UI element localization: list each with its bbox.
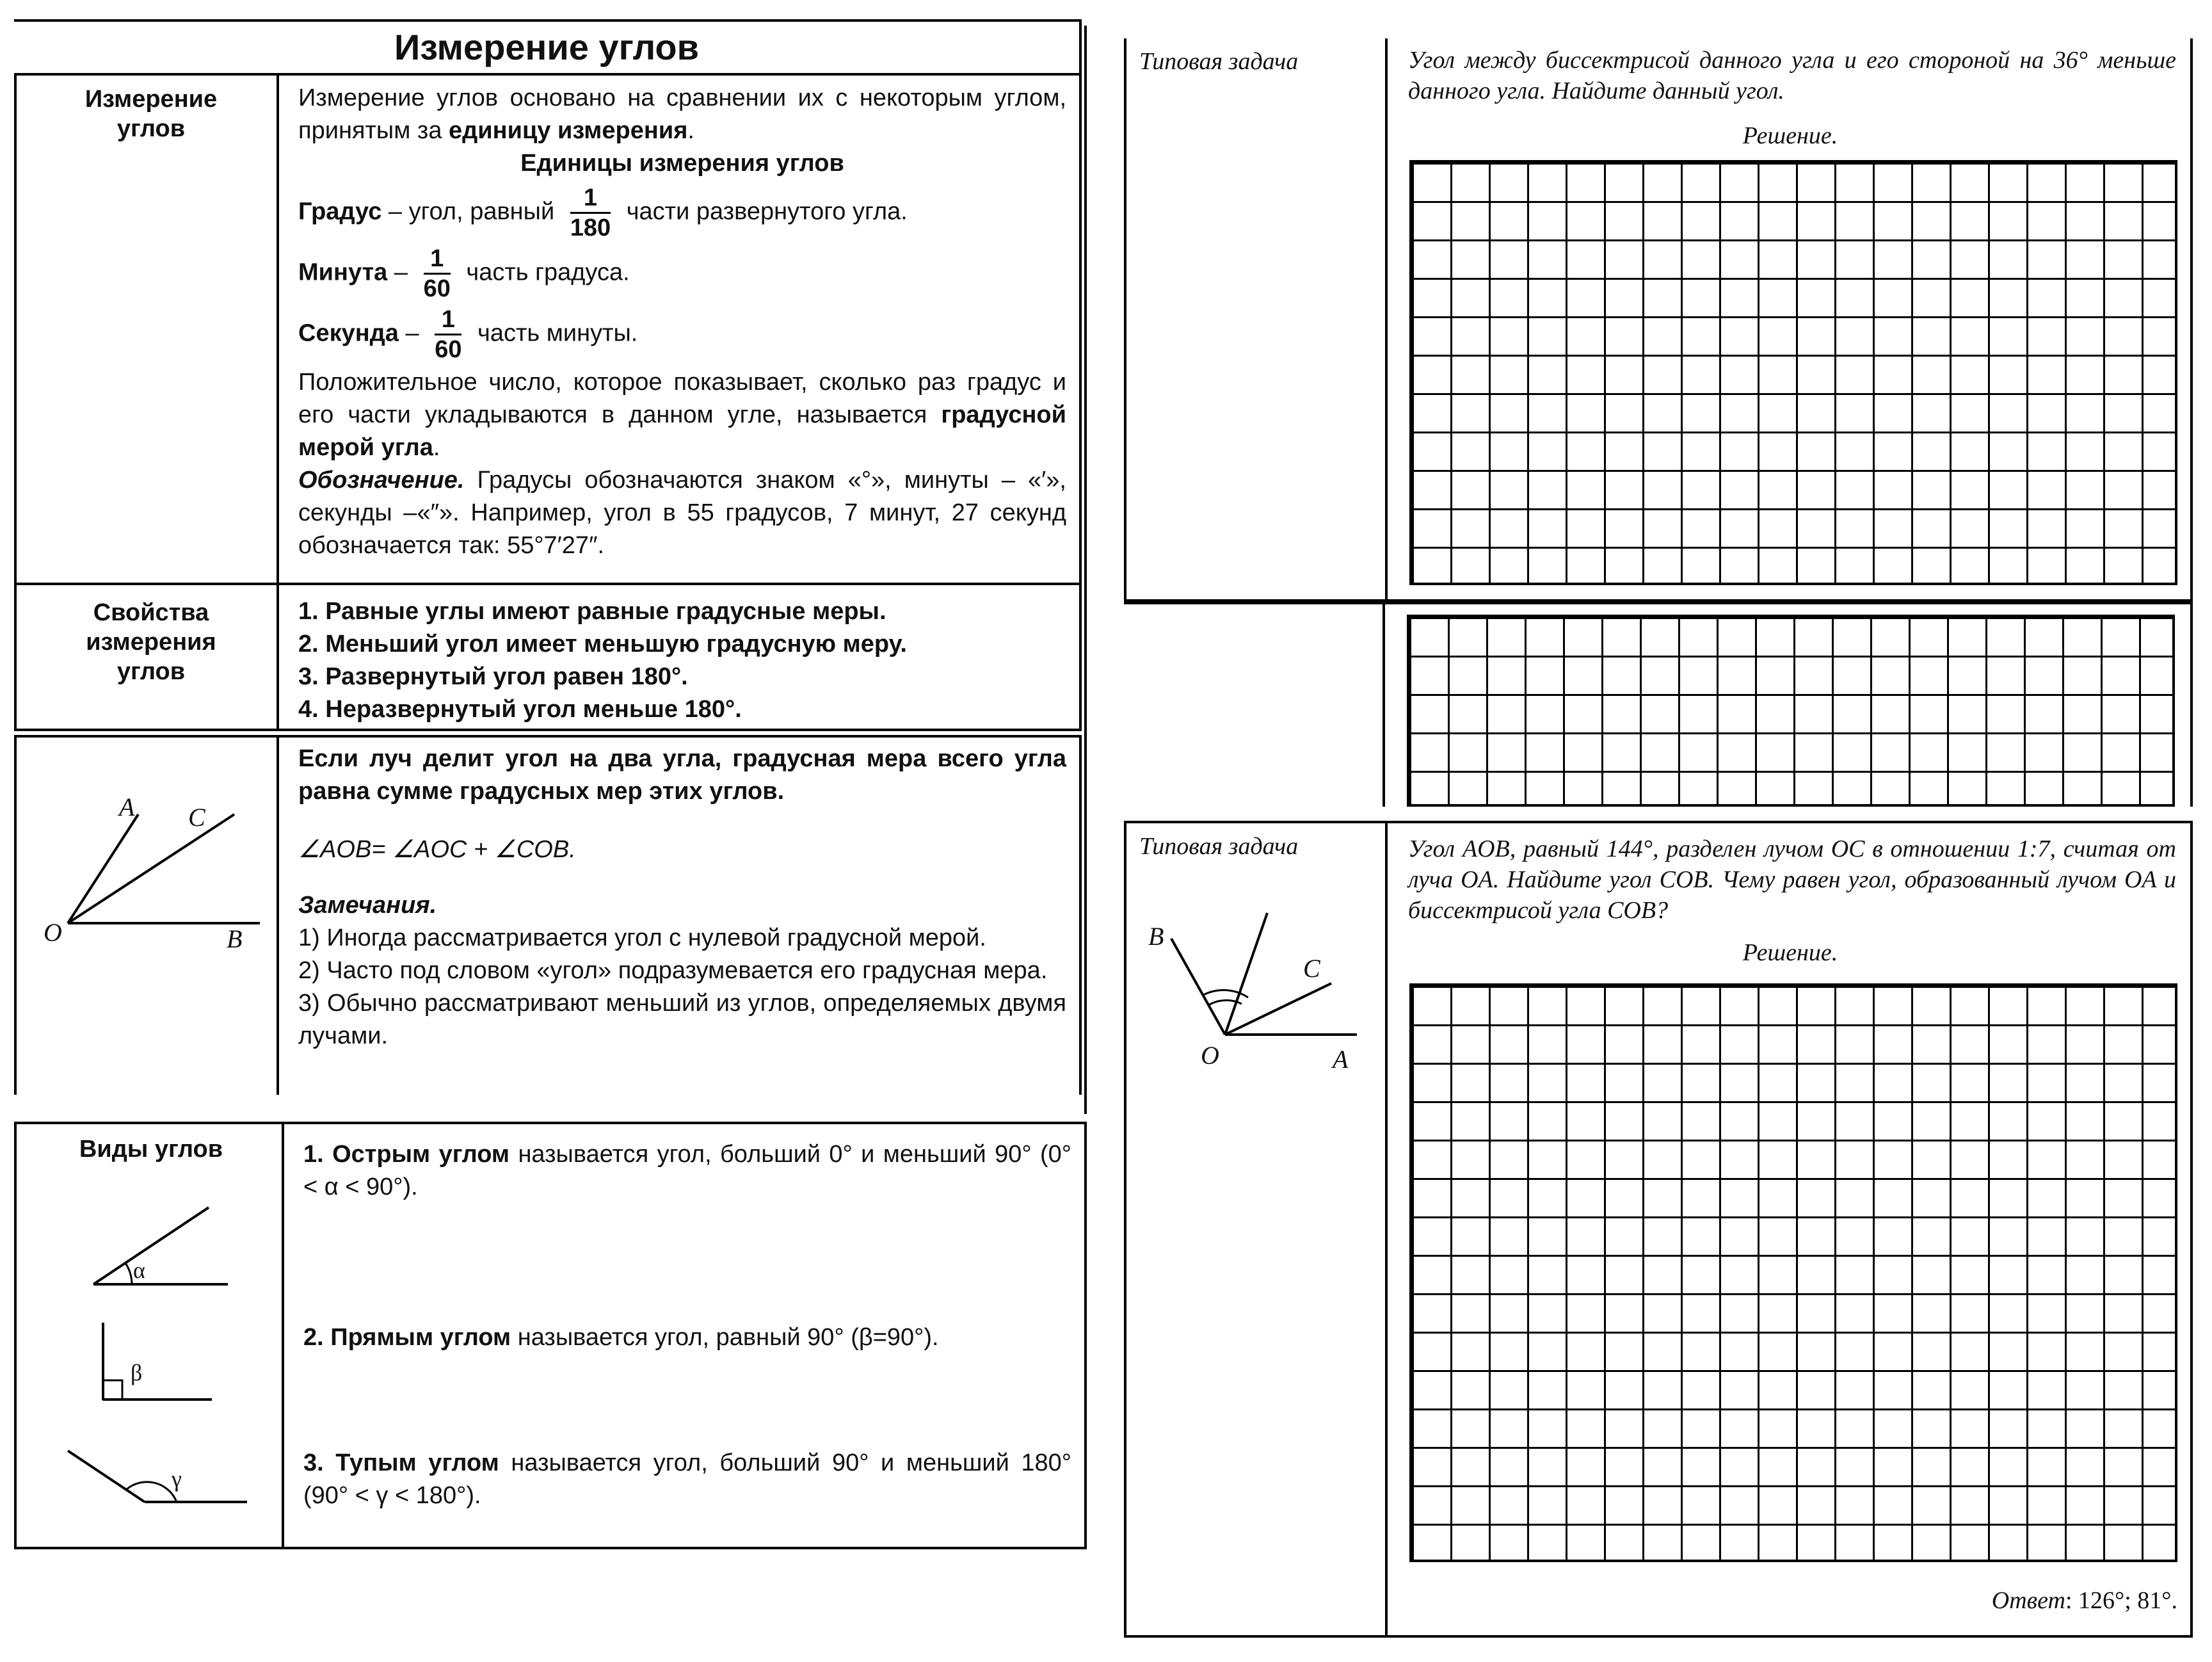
property-item: 2. Меньший угол имеет меньшую градусную меру. — [298, 631, 907, 658]
task-1-solution-caption: Решение. — [1742, 122, 1838, 149]
task-2-label: Типовая задача — [1139, 833, 1299, 860]
task-2-grid — [1409, 983, 2177, 1562]
label-a: A — [119, 793, 135, 821]
task-2-figure — [1139, 900, 1382, 1105]
additivity-formula: ∠AOB= ∠AOC + ∠COB. — [298, 836, 576, 863]
properties-list — [298, 595, 1066, 726]
right-definition: 2. Прямым углом называется угол, равный 90° (β=90°). — [303, 1324, 939, 1351]
additivity-content — [298, 743, 1066, 1053]
obtuse-arc — [127, 1482, 177, 1502]
acute-ray-side — [93, 1207, 209, 1284]
row-measurement — [14, 73, 1082, 585]
task-1-label: Типовая задача — [1139, 48, 1299, 75]
remarks-heading: Замечания. — [298, 892, 437, 919]
column-separator — [1084, 26, 1087, 1114]
right-angle-mark — [103, 1380, 122, 1400]
alpha-label: α — [133, 1257, 145, 1283]
row-additivity — [14, 735, 1082, 1095]
remark-item: 1) Иногда рассматривается угол с нулевой градусной мерой. — [298, 924, 986, 951]
row-properties — [14, 583, 1082, 731]
task-1-continuation — [1124, 602, 2193, 807]
label-b: B — [227, 924, 243, 953]
page-title-box — [14, 19, 1082, 76]
label-c: C — [188, 803, 205, 832]
row-divider — [276, 738, 279, 1095]
notation: Обозначение. Градусы обозначаются знаком «°», минуты – «′», секунды –«″». Например, угол в 55 градусов, 7 минут, 27 секунд обозначается так: 55°7′27″. — [298, 467, 1066, 559]
acute-arc — [125, 1263, 132, 1284]
second-fraction: $\frac{1}{60}$ — [435, 306, 462, 363]
label-o: O — [44, 918, 62, 947]
obtuse-ray-side — [68, 1451, 145, 1502]
beta-label: β — [131, 1360, 143, 1385]
measurement-intro: Измерение углов основано на сравнении их с некоторым углом, принятым за единицу измерения. — [298, 85, 1066, 144]
row-label-properties: Свойства измерения углов — [86, 599, 216, 685]
task-2-text: Угол AOB, равный 144°, разделен лучом OC в отношении 1:7, считая от луча OA. Найдите угол COB. Чему равен угол, образованный лучом OA и биссектрисой угла COB? — [1408, 835, 2176, 924]
row-divider — [276, 73, 279, 583]
units-heading: Единицы измерения углов — [520, 150, 844, 177]
row-label-measurement: Измерение углов — [84, 86, 218, 142]
second-definition: Секунда – $\frac{1}{60}$ часть минуты. — [298, 306, 638, 363]
task-1 — [1124, 38, 2193, 602]
property-item: 4. Неразвернутый угол меньше 180°. — [298, 696, 742, 723]
degree-definition: Градус – угол, равный $\frac{1}{180}$ части развернутого угла. — [298, 184, 908, 241]
degree-measure-definition: Положительное число, которое показывает, сколько раз градус и его части укладываются в данном угле, называется градусной мерой угла. — [298, 369, 1066, 461]
ray-ob — [1171, 939, 1225, 1035]
task-2-solution-caption: Решение. — [1742, 939, 1838, 966]
ray-oc — [68, 814, 234, 923]
label-b: B — [1148, 922, 1164, 951]
task-divider — [1382, 604, 1385, 807]
label-a: A — [1333, 1045, 1349, 1074]
task-2 — [1124, 821, 2193, 1638]
degree-fraction: $\frac{1}{180}$ — [570, 184, 611, 241]
task-1-grid-continued — [1407, 615, 2175, 807]
measurement-content — [298, 82, 1066, 562]
ray-oa — [68, 814, 138, 923]
remark-item: 2) Часто под словом «угол» подразумевается его градусная мера. — [298, 957, 1048, 984]
task-2-answer: Ответ: 126°; 81°. — [1991, 1587, 2177, 1614]
row-divider — [276, 585, 279, 729]
property-item: 3. Развернутый угол равен 180°. — [298, 663, 688, 690]
additivity-rule: Если луч делит угол на два угла, градусная мера всего угла равна сумме градусных мер этих углов. — [298, 745, 1066, 805]
label-o: O — [1201, 1041, 1219, 1070]
gamma-label: γ — [172, 1466, 182, 1492]
acute-definition: 1. Острым углом называется угол, больший 0° и меньший 90° (0° < α < 90°). — [303, 1141, 1071, 1200]
angle-types-figure — [36, 1188, 266, 1534]
remark-item: 3) Обычно рассматривают меньший из углов, определяемых двумя лучами. — [298, 990, 1066, 1049]
row-angle-types — [14, 1122, 1087, 1549]
task-1-grid — [1409, 160, 2177, 585]
label-c: C — [1303, 954, 1320, 983]
property-item: 1. Равные углы имеют равные градусные меры. — [298, 598, 886, 625]
row-label-angle-types: Виды углов — [79, 1136, 223, 1163]
minute-fraction: $\frac{1}{60}$ — [423, 245, 451, 302]
task-1-text: Угол между биссектрисой данного угла и его стороной на 36° меньше данного угла. Найдите данный угол. — [1408, 47, 2176, 104]
obtuse-definition: 3. Тупым углом называется угол, больший 90° и меньший 180° (90° < γ < 180°). — [303, 1449, 1071, 1509]
minute-definition: Минута – $\frac{1}{60}$ часть градуса. — [298, 245, 630, 302]
row-divider — [282, 1124, 284, 1547]
page-title: Измерение углов — [394, 27, 700, 67]
angle-addition-figure — [29, 770, 273, 974]
